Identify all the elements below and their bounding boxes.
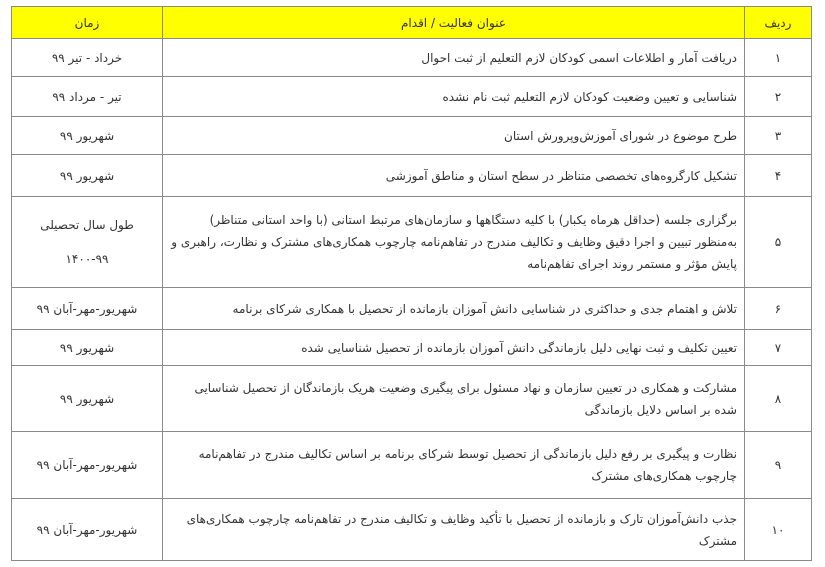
time-cell bbox=[12, 197, 163, 288]
activity-cell: طرح موضوع در شورای آموزش‌وپرورش استان bbox=[163, 117, 745, 155]
activity-cell: دریافت آمار و اطلاعات اسمی کودکان لازم التعلیم از ثبت احوال bbox=[163, 39, 745, 77]
table-row bbox=[12, 366, 812, 432]
activity-cell: جذب دانش‌آموزان تارک و بازمانده از تحصیل با تأکید وظایف و تکالیف مندرج در تفاهم‌نامه چارچوب همکاری‌های مشترک bbox=[163, 499, 745, 561]
activity-cell: نظارت و پیگیری بر رفع دلیل بازماندگی از تحصیل توسط شرکای برنامه بر اساس تکالیف مندرج در تفاهم‌نامه چارچوب همکاری‌های مشترک bbox=[163, 432, 745, 499]
row-number-cell: ۲ bbox=[745, 77, 812, 117]
activity-schedule-table bbox=[11, 6, 812, 561]
row-number-cell: ۶ bbox=[745, 288, 812, 330]
header-row bbox=[12, 7, 812, 39]
row-number-cell: ۵ bbox=[745, 197, 812, 288]
time-text: شهریور-مهر-آبان ۹۹ bbox=[36, 458, 138, 472]
activity-cell: تلاش و اهتمام جدی و حداکثری در شناسایی دانش آموزان بازمانده از تحصیل با همکاری شرکای برنامه bbox=[163, 288, 745, 330]
time-text: شهریور-مهر-آبان ۹۹ bbox=[36, 522, 138, 537]
row-number-cell: ۷ bbox=[745, 330, 812, 366]
activity-cell: مشارکت و همکاری در تعیین سازمان و نهاد مسئول برای پیگیری وضعیت هریک بازماندگان از تحصیل شناسایی شده بر اساس دلایل بازماندگی bbox=[163, 366, 745, 432]
row-number-cell: ۳ bbox=[745, 117, 812, 155]
time-cell bbox=[12, 77, 163, 117]
time-text: شهریور ۹۹ bbox=[59, 340, 115, 355]
time-cell bbox=[12, 39, 163, 77]
header-activity-title: عنوان فعالیت / اقدام bbox=[163, 7, 745, 39]
row-number-cell: ۹ bbox=[745, 432, 812, 499]
table-row bbox=[12, 499, 812, 561]
time-text: شهریور ۹۹ bbox=[59, 128, 115, 143]
table-row bbox=[12, 155, 812, 197]
time-text: شهریور-مهر-آبان ۹۹ bbox=[36, 301, 138, 316]
time-cell bbox=[12, 117, 163, 155]
activity-cell: تشکیل کارگروه‌های تخصصی متناظر در سطح استان و مناطق آموزشی bbox=[163, 155, 745, 197]
time-cell bbox=[12, 366, 163, 432]
table-row bbox=[12, 288, 812, 330]
table-row bbox=[12, 117, 812, 155]
table-row bbox=[12, 39, 812, 77]
time-text: ۱۴۰۰-۹۹ bbox=[65, 252, 109, 266]
time-text: طول سال تحصیلی bbox=[40, 218, 134, 232]
table-row bbox=[12, 432, 812, 499]
header-time: زمان bbox=[12, 7, 163, 39]
time-cell bbox=[12, 155, 163, 197]
table-row bbox=[12, 330, 812, 366]
header-row-number: ردیف bbox=[745, 7, 812, 39]
row-number-cell: ۱۰ bbox=[745, 499, 812, 561]
row-number-cell: ۸ bbox=[745, 366, 812, 432]
activity-cell: برگزاری جلسه (حداقل هرماه یکبار) با کلیه دستگاهها و سازمان‌های مرتبط استانی (با واحد استانی متناظر) به‌منظور تبیین و اجرا دقیق وظایف و تکالیف مندرج در تفاهم‌نامه چارچوب همکاری‌های مشترک و نظارت، راهبری و پایش مؤثر و مستمر روند اجرای تفاهم‌نامه bbox=[163, 197, 745, 288]
table-row bbox=[12, 197, 812, 288]
row-number-cell: ۱ bbox=[745, 39, 812, 77]
row-number-cell: ۴ bbox=[745, 155, 812, 197]
time-cell bbox=[12, 288, 163, 330]
time-cell bbox=[12, 330, 163, 366]
table-row bbox=[12, 77, 812, 117]
time-text: شهریور ۹۹ bbox=[59, 168, 115, 183]
time-text: شهریور ۹۹ bbox=[59, 391, 115, 406]
time-text: خرداد - تیر ۹۹ bbox=[51, 50, 123, 65]
time-cell bbox=[12, 499, 163, 561]
activity-cell: تعیین تکلیف و ثبت نهایی دلیل بازماندگی دانش آموزان بازمانده از تحصیل شناسایی شده bbox=[163, 330, 745, 366]
time-cell bbox=[12, 432, 163, 499]
time-text: تیر - مرداد ۹۹ bbox=[52, 89, 122, 104]
activity-cell: شناسایی و تعیین وضعیت کودکان لازم التعلیم ثبت نام نشده bbox=[163, 77, 745, 117]
